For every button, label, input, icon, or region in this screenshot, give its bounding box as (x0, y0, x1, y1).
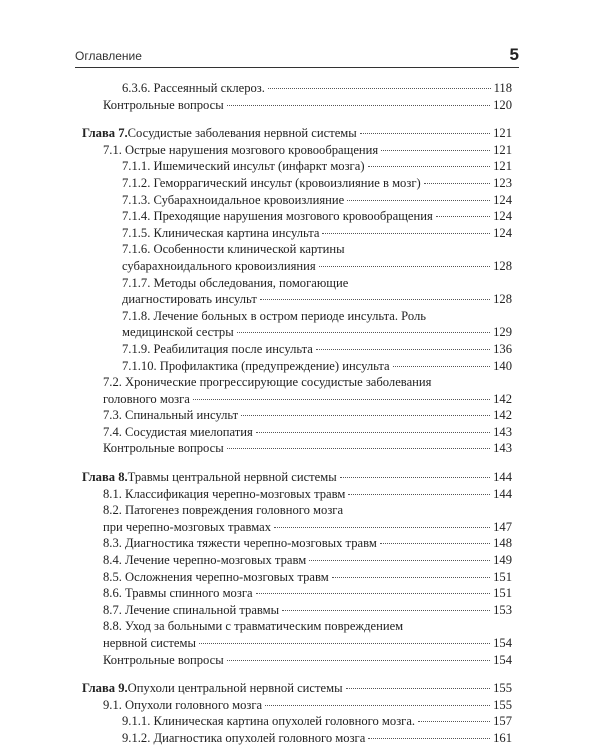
toc-entry-title: 7.1.3. Субарахноидальное кровоизлияние (122, 192, 345, 207)
toc-page-number: 124 (493, 192, 512, 207)
dot-leader (368, 166, 491, 167)
dot-leader (380, 543, 490, 544)
running-header (75, 47, 519, 68)
toc-page-number: 143 (493, 441, 512, 456)
section-gap (82, 457, 512, 469)
toc-entry-title: субарахноидального кровоизлияния (122, 258, 316, 273)
toc-entry-title: 7.1.5. Клиническая картина инсульта (122, 225, 320, 240)
dot-leader (265, 705, 490, 706)
toc-entry[interactable] (82, 208, 512, 225)
toc-page-number: 143 (493, 424, 512, 439)
toc-page-number: 144 (493, 470, 512, 485)
section-gap (82, 668, 512, 680)
section-gap (82, 113, 512, 125)
toc-entry[interactable] (82, 440, 512, 457)
toc-entry-title: головного мозга (103, 391, 190, 406)
dot-leader (227, 660, 490, 661)
dot-leader (268, 88, 491, 89)
toc-entry-title: Контрольные вопросы (103, 441, 224, 456)
chapter-number: Глава 8. (82, 470, 128, 485)
toc-page-number: 118 (493, 81, 512, 95)
toc-entry-title: 7.1. Острые нарушения мозгового кровообращения (103, 142, 379, 157)
toc-entry-title: 7.1.9. Реабилитация после инсульта (122, 341, 313, 356)
toc-entry-title: Сосудистые заболевания нервной системы (127, 126, 357, 141)
toc-chapter-entry[interactable] (82, 125, 512, 142)
toc-entry-title: 6.3.6. Рассеянный склероз. (122, 81, 265, 95)
toc-page-number: 153 (493, 602, 512, 617)
toc-page-number: 155 (493, 681, 512, 696)
chapter-number: Глава 7. (82, 126, 128, 141)
toc-entry[interactable] (82, 374, 512, 407)
dot-leader (193, 399, 490, 400)
dot-leader (227, 105, 490, 106)
toc-page-number: 121 (493, 126, 512, 141)
toc-page-number: 157 (493, 714, 512, 729)
toc-page-number: 144 (493, 486, 512, 501)
toc-entry-title: 8.8. Уход за больными с травматическим повреждением (103, 619, 404, 634)
toc-entry-title: 7.1.8. Лечение больных в остром периоде инсульта. Роль (122, 308, 427, 323)
toc-entry[interactable] (82, 713, 512, 730)
toc-entry-title: 8.3. Диагностика тяжести черепно-мозговых травм (103, 536, 377, 551)
dot-leader (282, 610, 490, 611)
toc-entry-title: при черепно-мозговых травмах (103, 519, 271, 534)
toc-entry-title: 8.4. Лечение черепно-мозговых травм (103, 553, 307, 568)
toc-entry-title: Контрольные вопросы (103, 652, 224, 667)
toc-entry-title: 7.1.10. Профилактика (предупреждение) инсульта (122, 358, 390, 373)
dot-leader (424, 183, 490, 184)
toc-entry-title: 7.3. Спинальный инсульт (103, 408, 239, 423)
toc-entry[interactable] (82, 97, 512, 114)
table-of-contents (82, 80, 512, 747)
toc-page-number: 121 (493, 159, 512, 174)
toc-page-number: 151 (493, 569, 512, 584)
toc-page-number: 136 (493, 341, 512, 356)
toc-entry[interactable] (82, 697, 512, 714)
chapter-number: Глава 9. (82, 681, 128, 696)
dot-leader (340, 477, 490, 478)
toc-entry[interactable] (82, 407, 512, 424)
dot-leader (260, 299, 490, 300)
dot-leader (309, 560, 490, 561)
toc-entry[interactable] (82, 192, 512, 209)
toc-entry[interactable] (82, 502, 512, 535)
toc-entry-title: 8.2. Патогенез повреждения головного мозга (103, 503, 344, 518)
toc-page-number: 142 (493, 408, 512, 423)
dot-leader (348, 494, 490, 495)
toc-page-number: 155 (493, 697, 512, 712)
toc-entry[interactable] (82, 652, 512, 669)
toc-entry[interactable] (82, 241, 512, 274)
header-page-number: 5 (509, 45, 519, 64)
toc-entry[interactable] (82, 158, 512, 175)
toc-chapter-entry[interactable] (82, 680, 512, 697)
toc-entry[interactable] (82, 486, 512, 503)
dot-leader (360, 133, 490, 134)
dot-leader (237, 332, 490, 333)
toc-entry-title: Травмы центральной нервной системы (127, 470, 337, 485)
dot-leader (274, 527, 490, 528)
dot-leader (256, 432, 490, 433)
toc-entry-title: 8.6. Травмы спинного мозга (103, 586, 253, 601)
dot-leader (381, 150, 490, 151)
toc-entry[interactable] (82, 585, 512, 602)
dot-leader (227, 448, 490, 449)
dot-leader (346, 688, 491, 689)
toc-page-number: 161 (493, 730, 512, 745)
dot-leader (418, 721, 490, 722)
toc-page-number: 149 (493, 553, 512, 568)
dot-leader (347, 200, 490, 201)
toc-entry-title: 7.1.7. Методы обследования, помогающие (122, 275, 349, 290)
toc-entry-title: 8.5. Осложнения черепно-мозговых травм (103, 569, 329, 584)
toc-entry-title: 7.1.6. Особенности клинической картины (122, 242, 345, 257)
toc-chapter-entry[interactable] (82, 469, 512, 486)
toc-page-number: 148 (493, 536, 512, 551)
toc-entry-title: 8.1. Классификация черепно-мозговых травм (103, 486, 346, 501)
toc-page-number: 128 (493, 258, 512, 273)
toc-entry[interactable] (82, 552, 512, 569)
toc-entry[interactable] (82, 142, 512, 159)
toc-page-number: 124 (493, 209, 512, 224)
toc-entry-title: диагностировать инсульт (122, 292, 257, 307)
toc-entry-title: 9.1.1. Клиническая картина опухолей головного мозга. (122, 714, 416, 729)
toc-entry[interactable] (82, 358, 512, 375)
dot-leader (316, 349, 490, 350)
toc-page-number: 142 (493, 391, 512, 406)
dot-leader (241, 415, 490, 416)
toc-entry[interactable] (82, 569, 512, 586)
dot-leader (332, 577, 490, 578)
toc-entry-title: нервной системы (103, 636, 196, 650)
toc-entry-title: 7.4. Сосудистая миелопатия (103, 424, 253, 439)
dot-leader (199, 643, 490, 644)
toc-entry[interactable] (82, 535, 512, 552)
toc-entry[interactable] (82, 275, 512, 308)
toc-entry-title: Опухоли центральной нервной системы (127, 681, 343, 696)
toc-entry[interactable] (82, 341, 512, 358)
toc-entry[interactable] (82, 308, 512, 341)
toc-entry-title: 8.7. Лечение спинальной травмы (103, 602, 280, 617)
dot-leader (322, 233, 490, 234)
toc-page-number: 154 (493, 636, 512, 650)
toc-page-number: 123 (493, 175, 512, 190)
dot-leader (436, 216, 490, 217)
toc-entry-title: 9.1.2. Диагностика опухолей головного мозга (122, 730, 366, 745)
toc-page-number: 140 (493, 358, 512, 373)
toc-page-number: 120 (493, 97, 512, 112)
toc-entry[interactable] (82, 424, 512, 441)
toc-entry[interactable] (82, 80, 512, 97)
toc-entry-title: 9.1. Опухоли головного мозга (103, 697, 263, 712)
toc-page-number: 128 (493, 292, 512, 307)
dot-leader (256, 593, 491, 594)
toc-page-number: 151 (493, 586, 512, 601)
toc-entry[interactable] (82, 602, 512, 619)
toc-entry-title: 7.2. Хронические прогрессирующие сосудистые заболевания (103, 375, 432, 390)
toc-entry-title: 7.1.1. Ишемический инсульт (инфаркт мозга) (122, 159, 365, 174)
toc-entry[interactable] (82, 730, 512, 747)
toc-entry[interactable] (82, 225, 512, 242)
toc-page-number: 124 (493, 225, 512, 240)
header-title: Оглавление (75, 49, 142, 63)
toc-entry[interactable] (82, 618, 512, 651)
toc-entry-title: 7.1.2. Геморрагический инсульт (кровоизлияние в мозг) (122, 175, 421, 190)
toc-page-number: 147 (493, 519, 512, 534)
toc-page-number: 121 (493, 142, 512, 157)
dot-leader (319, 266, 490, 267)
dot-leader (368, 738, 490, 739)
dot-leader (393, 366, 490, 367)
toc-page-number: 154 (493, 652, 512, 667)
toc-entry-title: 7.1.4. Преходящие нарушения мозгового кровообращения (122, 209, 433, 224)
toc-entry-title: медицинской сестры (122, 325, 234, 340)
toc-page-number: 129 (493, 325, 512, 340)
toc-entry[interactable] (82, 175, 512, 192)
toc-entry-title: Контрольные вопросы (103, 97, 224, 112)
